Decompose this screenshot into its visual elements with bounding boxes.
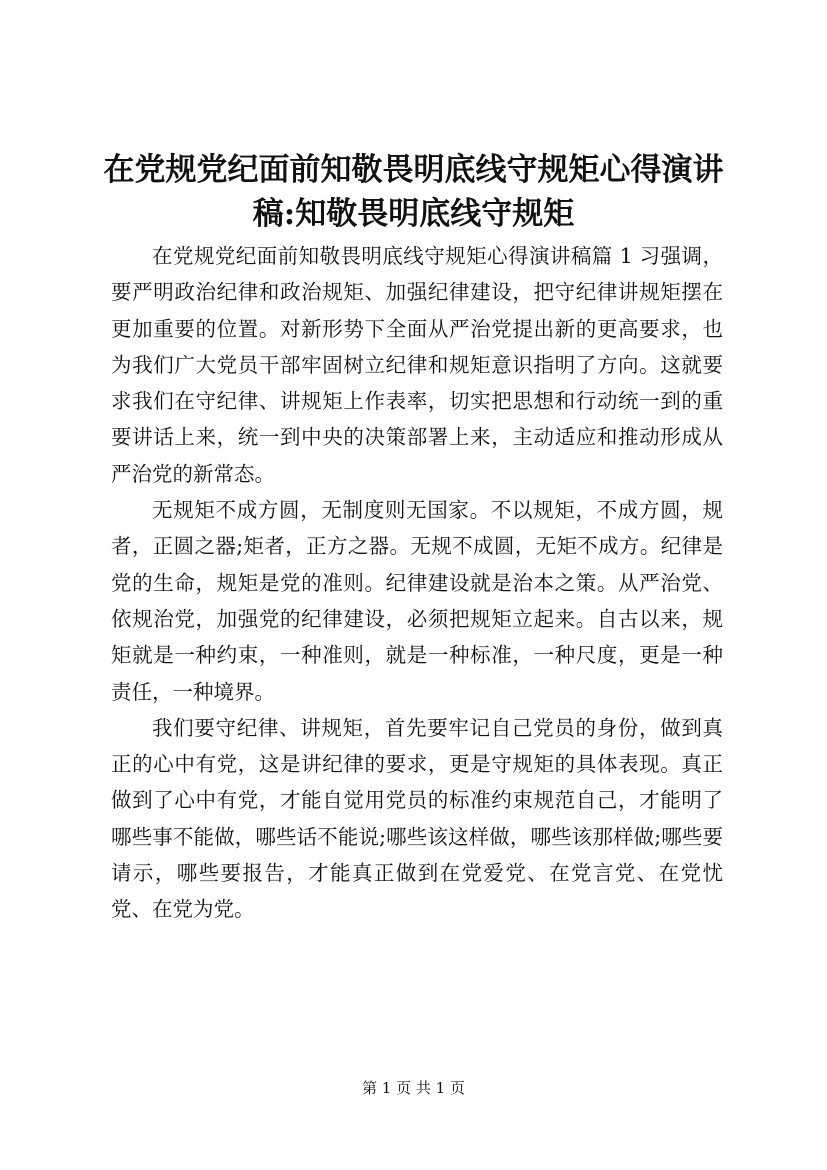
paragraph-1: 在党规党纪面前知敬畏明底线守规矩心得演讲稿篇 1 习强调，要严明政治纪律和政治规矩、加强纪律建设，把守纪律讲规矩摆在更加重要的位置。对新形势下全面从严治党提出新的更高要求，也为我们广大党员干部牢固树立纪律和规矩意识指明了方向。这就要求我们在守纪律、讲规矩上作表率，切实把思想和行动统一到的重要讲话上来，统一到中央的决策部署上来，主动适应和推动形成从严治党的新常态。 — [111, 244, 723, 486]
paragraph-2: 无规矩不成方圆，无制度则无国家。不以规矩，不成方圆，规者，正圆之器;矩者，正方之器。无规不成圆，无矩不成方。纪律是党的生命，规矩是党的准则。纪律建设就是治本之策。从严治党、依规治党，加强党的纪律建设，必须把规矩立起来。自古以来，规矩就是一种约束，一种准则，就是一种标准，一种尺度，更是一种责任，一种境界。 — [111, 498, 723, 704]
page-footer: 第 1 页 共 1 页 — [362, 1079, 465, 1097]
document-body — [111, 238, 723, 928]
document-title: 在党规党纪面前知敬畏明底线守规矩心得演讲稿:知敬畏明底线守规矩 — [103, 152, 724, 232]
paragraph-3: 我们要守纪律、讲规矩，首先要牢记自己党员的身份，做到真正的心中有党，这是讲纪律的要求，更是守规矩的具体表现。真正做到了心中有党，才能自觉用党员的标准约束规范自己，才能明了哪些事不能做，哪些话不能说;哪些该这样做，哪些该那样做;哪些要请示，哪些要报告，才能真正做到在党爱党、在党言党、在党忧党、在党为党。 — [111, 715, 723, 922]
